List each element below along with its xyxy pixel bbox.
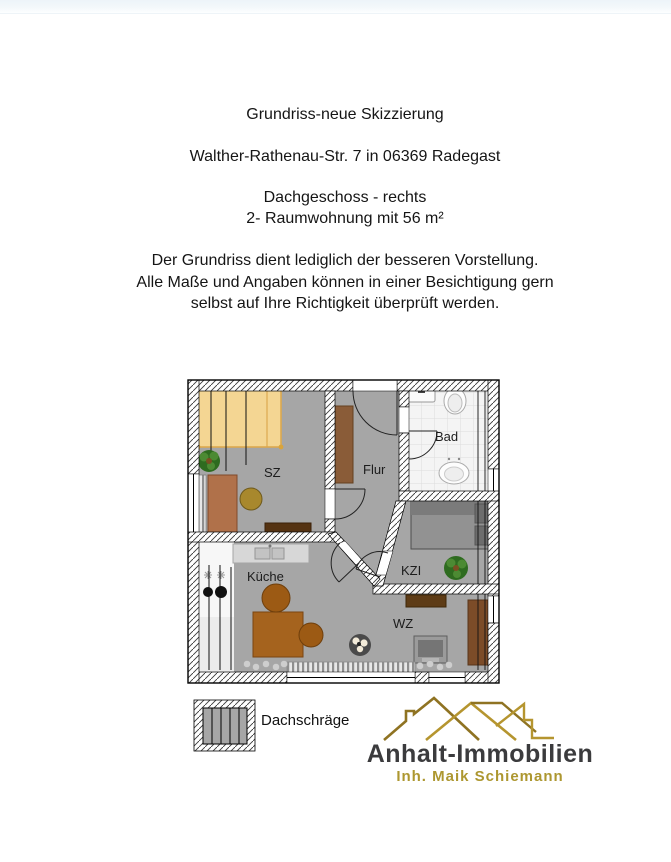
rooflines-icon [378, 696, 578, 744]
wardrobe-flur [335, 406, 353, 483]
disclaimer-line-1: Der Grundriss dient lediglich der besseren Vorstellung. [151, 252, 539, 269]
room-label-kzi: KZI [401, 563, 422, 578]
room-label-kueche: Küche [247, 569, 284, 584]
floorplan-drawing [187, 379, 500, 684]
company-name: Anhalt-Immobilien [366, 740, 594, 768]
kitchen-chair [262, 584, 290, 612]
plant-icon [444, 556, 468, 580]
kitchen-table [253, 612, 303, 657]
bed-kzi [411, 500, 489, 549]
kitchen-counter [233, 544, 309, 563]
flower-arrangement-icon [349, 634, 371, 656]
tv-armchair-wz [414, 636, 447, 663]
legend-swatch [193, 699, 257, 754]
room-label-bad: Bad [435, 429, 459, 444]
plant-icon [198, 450, 220, 472]
company-logo [350, 694, 610, 824]
bed-sz [196, 382, 284, 450]
desk-sz [208, 475, 237, 538]
sideboard-wz [406, 595, 446, 607]
room-label-wz: WZ [393, 616, 414, 631]
legend-label: Dachschräge [261, 712, 350, 729]
apartment-line: 2- Raumwohnung mit 56 m² [246, 210, 444, 227]
kitchen-chair [299, 623, 323, 647]
room-label-flur: Flur [363, 462, 386, 477]
room-label-sz: SZ [264, 465, 281, 480]
stove-area [198, 542, 234, 617]
document-title: Grundriss-neue Skizzierung [246, 106, 444, 123]
floor-line: Dachgeschoss - rechts [263, 189, 427, 206]
chair-sz [240, 488, 262, 510]
disclaimer-line-3: selbst auf Ihre Richtigkeit überprüft werden. [190, 295, 500, 312]
disclaimer-line-2: Alle Maße und Angaben können in einer Besichtigung gern [136, 274, 554, 291]
owner-name: Inh. Maik Schiemann [396, 768, 564, 785]
address-line: Walther-Rathenau-Str. 7 in 06369 Radegast [189, 148, 501, 165]
page-top-band [0, 0, 671, 14]
